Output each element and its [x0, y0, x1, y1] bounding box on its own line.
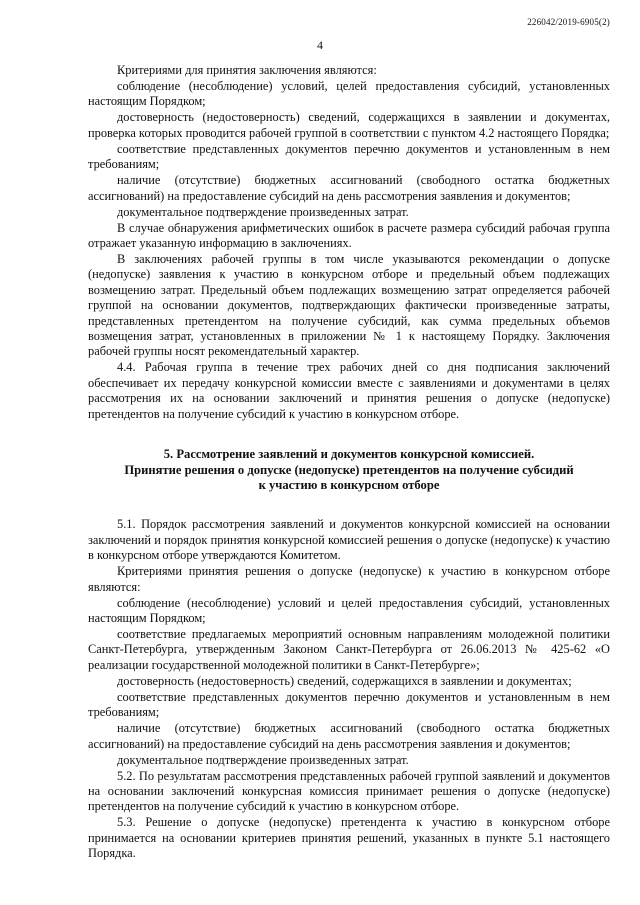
paragraph-5-1: 5.1. Порядок рассмотрения заявлений и документов конкурсной комиссией на основании заключений и порядок принятия конкурсной комиссией решения о допуске (недопуске) к участию в конкурсном отборе утверждаются Комитетом.	[88, 517, 610, 563]
paragraph-decision-criterion-documents: соответствие представленных документов перечню документов и установленным в нем требованиям;	[88, 689, 610, 720]
paragraph-criteria-intro: Критериями для принятия заключения являются:	[117, 63, 377, 77]
paragraph-5-3: 5.3. Решение о допуске (недопуске) претендента к участию в конкурсном отборе принимается на основании критериев принятия решений, указанных в пункте 5.1 настоящего Порядка.	[88, 815, 610, 861]
document-body	[88, 63, 610, 862]
paragraph-decision-criterion-policy: соответствие предлагаемых мероприятий основным направлениям молодежной политики Санкт-Петербурга, утвержденным Законом Санкт-Петербурга от 26.06.2013 № 425-62 «О реализации государственной молодежной политики в Санкт-Петербурге»;	[88, 626, 610, 672]
section-5-heading-line-1: 5. Рассмотрение заявлений и документов конкурсной комиссией.	[163, 447, 535, 462]
paragraph-decision-criterion-reliability: достоверность (недостоверность) сведений, содержащихся в заявлении и документах;	[117, 673, 572, 688]
paragraph-4-4: 4.4. Рабочая группа в течение трех рабочих дней со дня подписания заключений обеспечивает их передачу конкурсной комиссии вместе с заявлениями и документами в целях рассмотрения их на основании заключений и принятия решения о допуске (недопуске) претендентов на получение субсидий к участию в конкурсном отборе.	[88, 360, 610, 421]
paragraph-decision-criterion-budget: наличие (отсутствие) бюджетных ассигнований (свободного остатка бюджетных ассигнований) на предоставление субсидий на день рассмотрения заявления и документов;	[88, 721, 610, 751]
paragraph-criterion-budget: наличие (отсутствие) бюджетных ассигнований (свободного остатка бюджетных ассигнований) на предоставление субсидий на день рассмотрения заявления и документов;	[88, 173, 610, 203]
paragraph-criterion-conditions: соблюдение (несоблюдение) условий, целей предоставления субсидий, установленных настоящим Порядком;	[88, 79, 610, 109]
page-number: 4	[317, 38, 323, 52]
section-5-heading	[88, 447, 610, 493]
paragraph-criterion-reliability: достоверность (недостоверность) сведений, содержащихся в заявлении и документах, проверка которых проводится рабочей группой в соответствии с пунктом 4.2 настоящего Порядка;	[88, 110, 610, 140]
paragraph-decision-criteria-intro: Критериями принятия решения о допуске (недопуске) к участию в конкурсном отборе являются:	[88, 564, 610, 594]
paragraph-decision-criterion-expenses: документальное подтверждение произведенных затрат.	[117, 752, 409, 767]
paragraph-5-2: 5.2. По результатам рассмотрения представленных рабочей группой заявлений и документов на основании заключений конкурсная комиссия принимает решения о допуске (недопуске) претендентов на получение субсидий к участию в конкурсном отборе.	[88, 768, 610, 814]
section-5-heading-line-2: Принятие решения о допуске (недопуске) претендентов на получение субсидий	[124, 462, 574, 477]
section-5-heading-line-3: к участию в конкурсном отборе	[258, 477, 440, 492]
paragraph-conclusions-content: В заключениях рабочей группы в том числе указываются рекомендации о допуске (недопуске) заявления к участию в конкурсном отборе и предельный объем подлежащих возмещению затрат. Предельный объем подлежащих возмещению затрат определяется рабочей группой на основании документов, подтверждающих фактически произведенные затраты, представленных претендентом на получение субсидий, как сумма предельных объемов возмещения затрат, установленных в приложении № 1 к настоящему Порядку. Заключения рабочей группы носят рекомендательный характер.	[88, 252, 610, 359]
paragraph-arithmetic-errors: В случае обнаружения арифметических ошибок в расчете размера субсидий рабочая группа отражает указанную информацию в заключениях.	[88, 220, 610, 251]
paragraph-criterion-documents: соответствие представленных документов перечню документов и установленным в нем требованиям;	[88, 141, 610, 172]
paragraph-criterion-expenses: документальное подтверждение произведенных затрат.	[117, 204, 409, 219]
document-registration-number: 226042/2019-6905(2)	[527, 17, 610, 27]
paragraph-decision-criterion-conditions: соблюдение (несоблюдение) условий и целей предоставления субсидий, установленных настоящим Порядком;	[88, 595, 610, 625]
